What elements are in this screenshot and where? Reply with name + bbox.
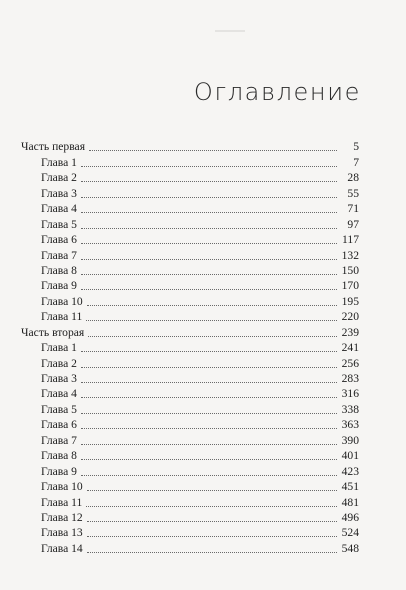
entry-label: Глава 11 [41,310,83,324]
entry-label: Глава 10 [41,480,83,494]
entry-label: Глава 1 [41,155,77,169]
toc-chapter-entry [21,385,359,400]
entry-label: Глава 2 [41,171,77,185]
entry-page-number: 338 [341,402,359,416]
toc-chapter-entry [21,524,359,539]
entry-page-number: 55 [347,186,359,200]
page-mark [215,30,245,32]
toc-chapter-entry [21,153,359,168]
entry-page-number: 97 [347,217,359,231]
toc-part-entry [21,323,359,338]
toc-chapter-entry [21,184,359,199]
entry-page-number: 28 [347,171,359,185]
dot-leader [86,496,337,507]
toc-chapter-entry [21,339,359,354]
toc-chapter-entry [21,354,359,369]
entry-page-number: 363 [341,418,359,432]
toc-chapter-entry [21,493,359,508]
dot-leader [81,187,337,198]
dot-leader [81,403,337,414]
dot-leader [81,434,337,445]
toc-chapter-entry [21,169,359,184]
dot-leader [81,264,337,275]
toc-chapter-entry [21,416,359,431]
entry-page-number: 239 [341,325,359,339]
entry-label: Глава 4 [41,387,77,401]
dot-leader [87,526,337,537]
entry-label: Глава 5 [41,217,77,231]
entry-page-number: 220 [341,310,359,324]
dot-leader [81,387,337,398]
entry-label: Часть вторая [21,325,85,339]
toc-chapter-entry [21,431,359,446]
toc-part-entry [21,138,359,153]
entry-label: Глава 8 [41,263,77,277]
entry-page-number: 451 [341,480,359,494]
entry-page-number: 150 [341,263,359,277]
entry-page-number: 117 [342,233,359,247]
toc-chapter-entry [21,262,359,277]
entry-label: Глава 7 [41,433,77,447]
dot-leader [81,156,337,167]
entry-page-number: 283 [341,372,359,385]
dot-leader [81,171,337,182]
table-of-contents [21,138,359,555]
entry-label: Глава 4 [41,202,77,216]
entry-label: Глава 7 [41,248,77,262]
dot-leader [87,295,337,306]
toc-chapter-entry [21,200,359,215]
toc-chapter-entry [21,292,359,307]
dot-leader [81,357,337,368]
dot-leader [81,418,337,429]
entry-label: Глава 13 [41,526,83,540]
entry-label: Глава 3 [41,186,77,200]
dot-leader [87,480,337,491]
entry-label: Глава 2 [41,356,77,370]
entry-page-number: 132 [341,248,359,262]
dot-leader [81,233,337,244]
dot-leader [81,279,337,290]
entry-label: Часть первая [21,140,86,154]
entry-page-number: 548 [341,541,359,555]
toc-chapter-entry [21,231,359,246]
entry-label: Глава 9 [41,464,77,478]
entry-page-number: 7 [353,155,359,169]
dot-leader [87,511,337,522]
toc-chapter-entry [21,447,359,462]
entry-page-number: 241 [341,341,359,355]
dot-leader [89,140,337,151]
dot-leader [81,449,337,460]
dot-leader [87,542,337,553]
entry-page-number: 481 [341,495,359,509]
entry-page-number: 401 [341,449,359,463]
dot-leader [81,202,337,213]
toc-chapter-entry [21,509,359,524]
toc-title: Оглавление [193,78,361,106]
entry-label: Глава 3 [41,372,77,385]
dot-leader [86,310,337,321]
toc-chapter-entry [21,308,359,323]
dot-leader [81,465,337,476]
entry-page-number: 524 [341,526,359,540]
entry-label: Глава 14 [41,541,83,555]
entry-page-number: 496 [341,510,359,524]
dot-leader [81,372,337,383]
entry-label: Глава 1 [41,341,77,355]
entry-page-number: 390 [341,433,359,447]
entry-page-number: 170 [341,279,359,293]
entry-label: Глава 5 [41,402,77,416]
dot-leader [81,341,337,352]
entry-label: Глава 6 [41,233,77,247]
entry-label: Глава 11 [41,495,83,509]
dot-leader [81,218,337,229]
dot-leader [81,249,337,260]
entry-page-number: 316 [341,387,359,401]
entry-page-number: 71 [347,202,359,216]
toc-chapter-entry [21,462,359,477]
entry-label: Глава 6 [41,418,77,432]
entry-label: Глава 8 [41,449,77,463]
entry-page-number: 423 [341,464,359,478]
entry-label: Глава 9 [41,279,77,293]
entry-page-number: 5 [353,140,359,154]
toc-chapter-entry [21,539,359,554]
toc-chapter-entry [21,215,359,230]
entry-label: Глава 10 [41,294,83,308]
entry-label: Глава 12 [41,510,83,524]
toc-chapter-entry [21,370,359,385]
toc-chapter-entry [21,400,359,415]
dot-leader [88,326,337,337]
toc-chapter-entry [21,246,359,261]
entry-page-number: 256 [341,356,359,370]
toc-chapter-entry [21,478,359,493]
toc-chapter-entry [21,277,359,292]
entry-page-number: 195 [341,294,359,308]
